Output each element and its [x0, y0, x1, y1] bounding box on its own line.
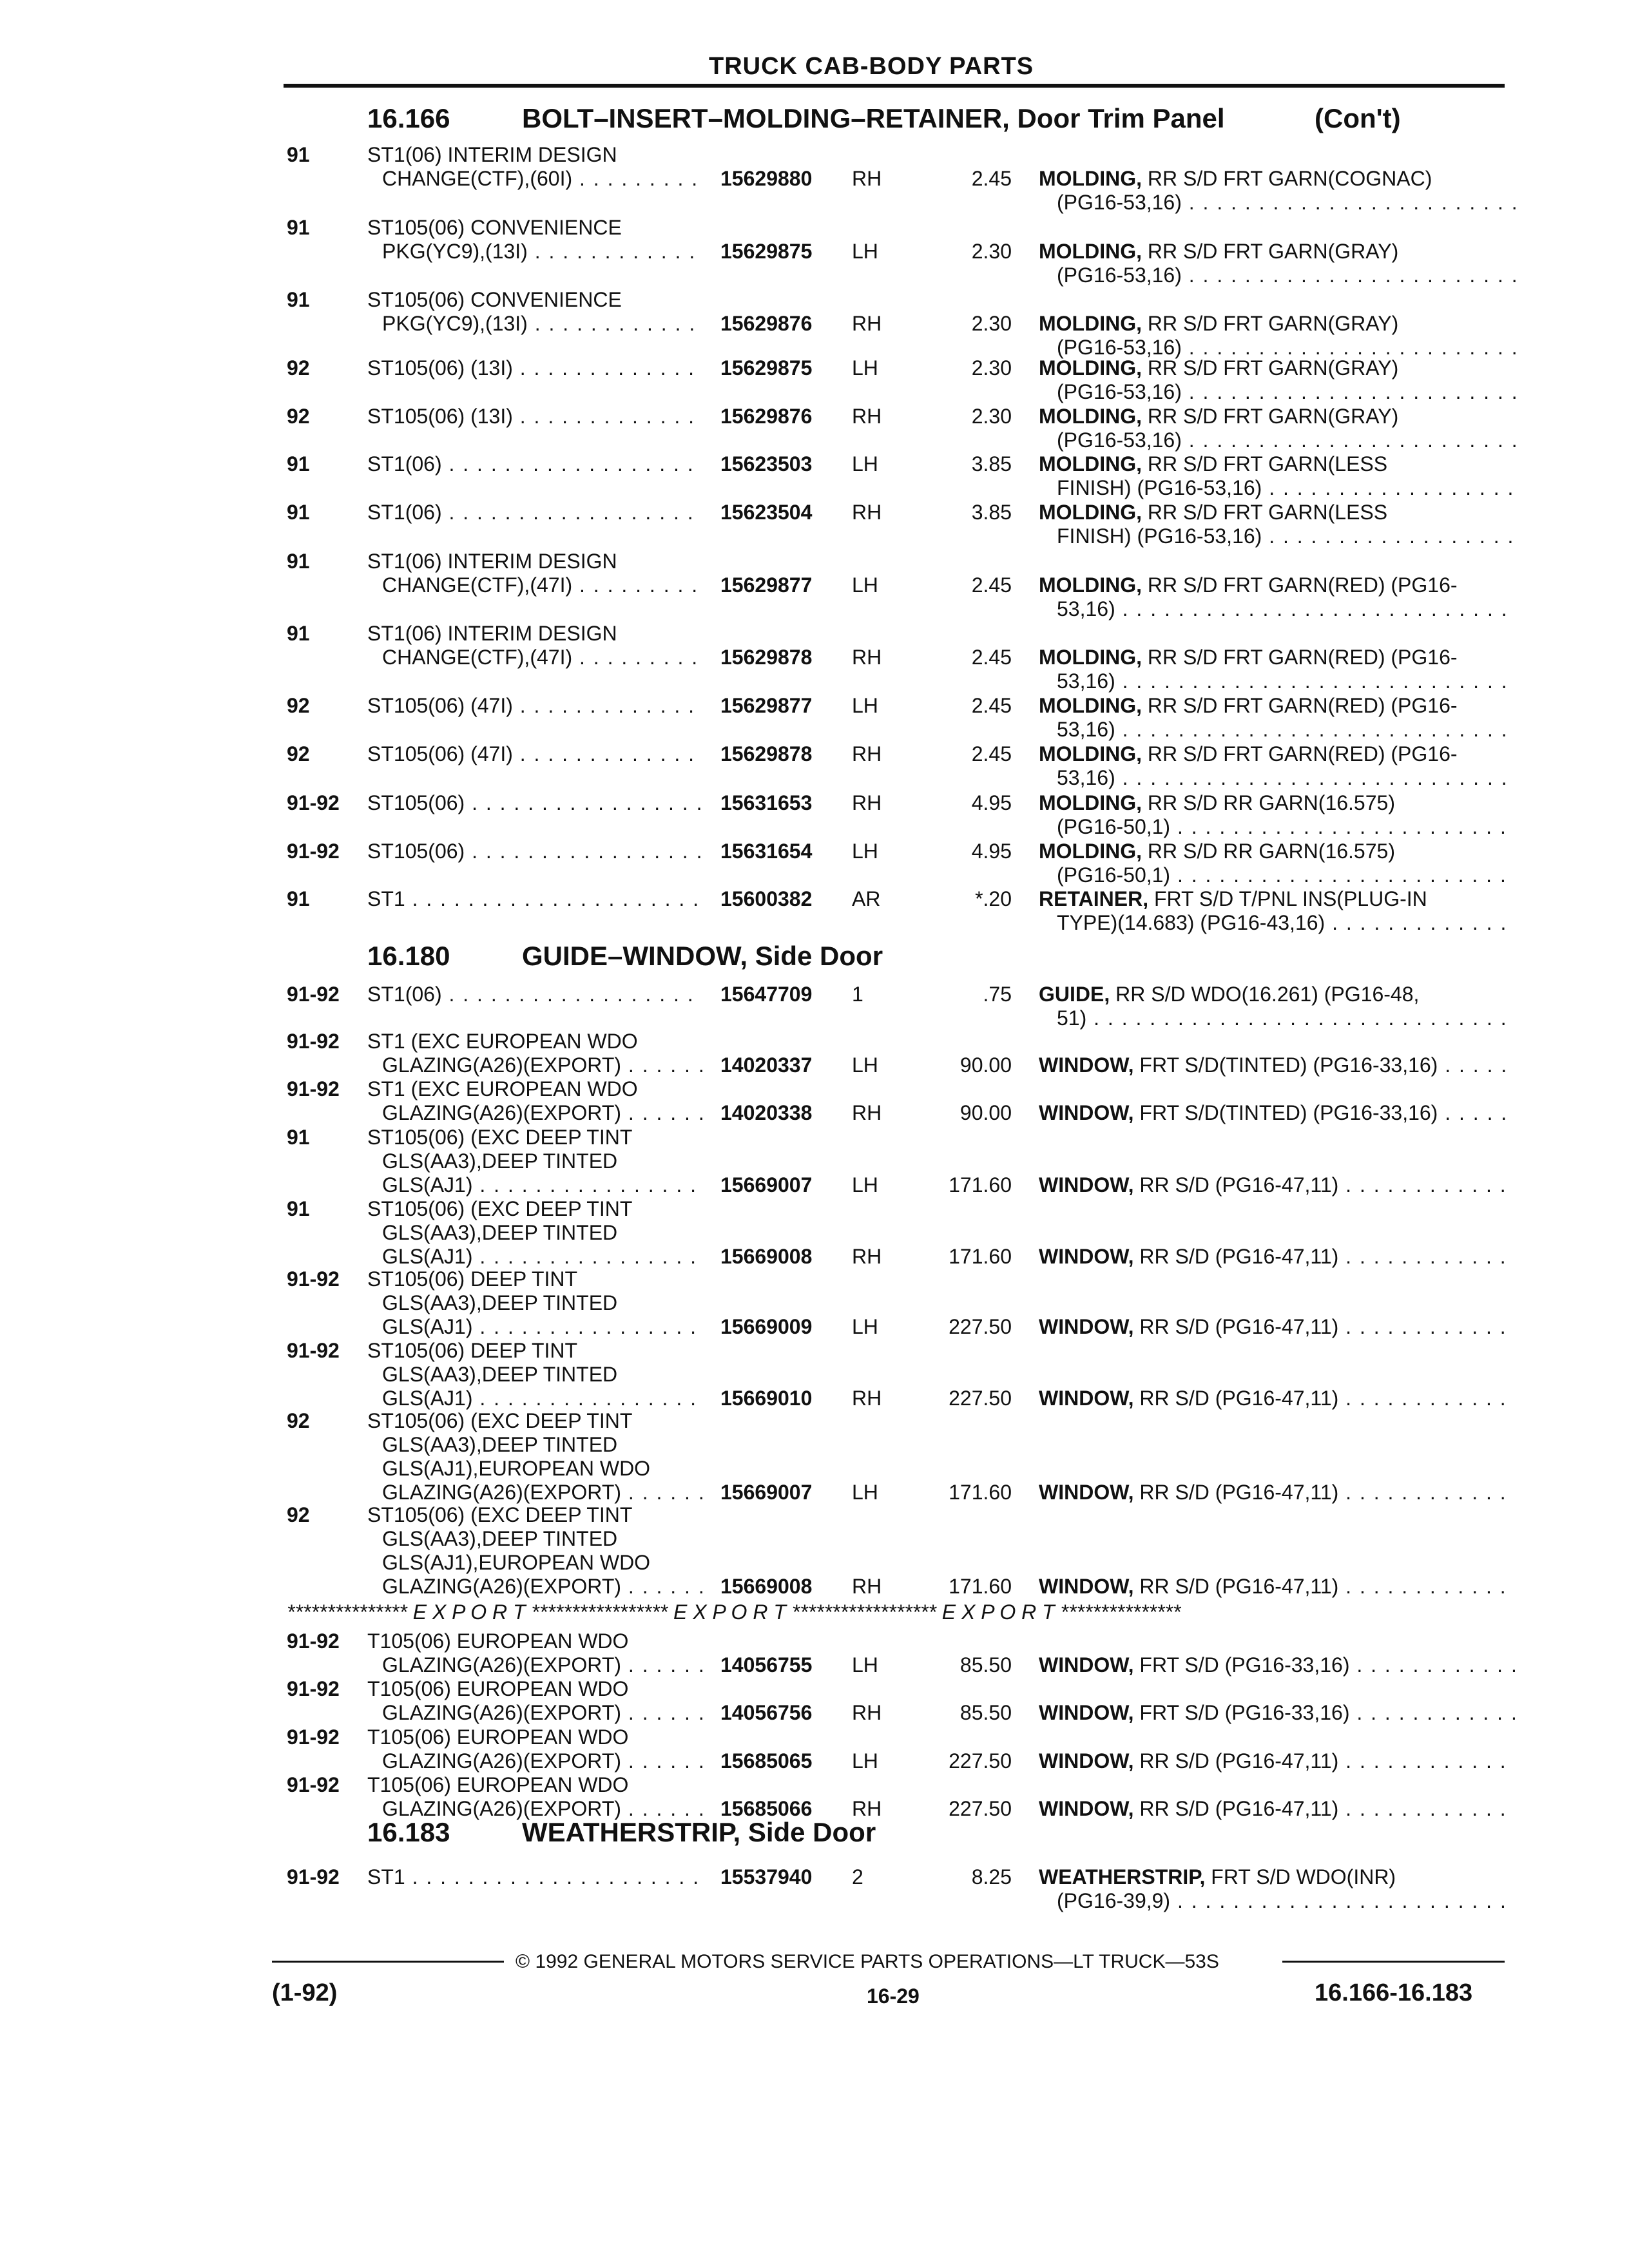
description-text: RR S/D FRT GARN(GRAY)	[1147, 240, 1399, 263]
part-number: 14020337	[720, 1053, 813, 1077]
quantity: RH	[852, 1245, 882, 1268]
usage-text: ST1 (EXC EUROPEAN WDO	[367, 1030, 638, 1053]
footer-rule-left	[272, 1961, 504, 1963]
usage-text: GLS(AJ1) . . .	[382, 1173, 702, 1197]
page-header-title: TRUCK CAB-BODY PARTS	[709, 53, 1034, 80]
part-number: 15629876	[720, 405, 813, 428]
description-text: RR S/D RR GARN(16.575)	[1147, 791, 1395, 814]
section-number: 16.166	[367, 103, 450, 133]
usage-text: GLS(AJ1),EUROPEAN WDO	[382, 1551, 651, 1574]
part-description	[1039, 1701, 1516, 1725]
footer-copyright: © 1992 GENERAL MOTORS SERVICE PARTS OPERATIONS—LT TRUCK—53S	[516, 1951, 1219, 1972]
description-label: MOLDING,	[1039, 791, 1142, 814]
section-subtitle: Side Door	[747, 1817, 876, 1847]
part-number: 15685065	[720, 1749, 813, 1773]
part-description	[1039, 1575, 1516, 1599]
usage-text: GLAZING(A26)(EXPORT) . . .	[382, 1653, 702, 1677]
price: 2.30	[971, 405, 1012, 428]
part-description	[1039, 573, 1516, 621]
model-year: 91-92	[287, 1077, 340, 1100]
description-continuation: (PG16-53,16) . . .	[1057, 191, 1516, 215]
usage-text: ST1 (EXC EUROPEAN WDO	[367, 1077, 638, 1100]
usage-text: GLS(AA3),DEEP TINTED	[382, 1527, 618, 1550]
part-number: 14056755	[720, 1653, 813, 1677]
usage-text: ST105(06) (13I) . . .	[367, 356, 702, 380]
description-text: RR S/D FRT GARN(RED) (PG16-	[1147, 742, 1458, 765]
model-year: 92	[287, 405, 310, 428]
description-text: RR S/D (PG16-47,11)	[1139, 1315, 1339, 1338]
description-text: RR S/D FRT GARN(LESS	[1147, 452, 1388, 476]
usage-text: ST105(06) . . .	[367, 791, 702, 815]
model-year: 91-92	[287, 791, 340, 814]
description-text: FRT S/D (PG16-33,16)	[1139, 1701, 1350, 1724]
description-label: MOLDING,	[1039, 312, 1142, 335]
part-description	[1039, 1053, 1516, 1077]
price: 171.60	[949, 1481, 1012, 1504]
part-number: 15685066	[720, 1797, 813, 1820]
usage-text: GLAZING(A26)(EXPORT) . . .	[382, 1053, 702, 1077]
price: 227.50	[949, 1315, 1012, 1338]
part-number: 14020338	[720, 1101, 813, 1124]
description-label: MOLDING,	[1039, 356, 1142, 380]
model-year: 92	[287, 356, 310, 380]
usage-text: ST1(06) . . .	[367, 501, 702, 524]
part-number: 15669008	[720, 1575, 813, 1598]
quantity: LH	[852, 573, 878, 597]
description-label: GUIDE,	[1039, 983, 1110, 1006]
description-label: MOLDING,	[1039, 840, 1142, 863]
description-text: RR S/D FRT GARN(LESS	[1147, 501, 1388, 524]
description-text: RR S/D (PG16-47,11)	[1139, 1173, 1339, 1196]
description-continuation: FINISH) (PG16-53,16) . . .	[1057, 476, 1516, 500]
section-heading-16-180	[367, 941, 883, 972]
model-year: 91-92	[287, 983, 340, 1006]
part-number: 15629875	[720, 240, 813, 263]
price: *.20	[975, 887, 1012, 910]
part-description	[1039, 1865, 1516, 1913]
description-label: MOLDING,	[1039, 452, 1142, 476]
part-description	[1039, 840, 1516, 887]
description-continuation: (PG16-50,1) . . .	[1057, 863, 1516, 887]
usage-text: CHANGE(CTF),(47I) . . .	[382, 573, 702, 597]
description-text: RR S/D FRT GARN(RED) (PG16-	[1147, 646, 1458, 669]
price: 90.00	[959, 1053, 1012, 1077]
price: 171.60	[949, 1173, 1012, 1196]
price: 85.50	[959, 1653, 1012, 1677]
section-subtitle: Side Door	[755, 941, 883, 971]
description-continuation: (PG16-39,9) . . .	[1057, 1889, 1516, 1913]
part-description	[1039, 1749, 1516, 1773]
part-number: 15631653	[720, 791, 813, 814]
usage-text: ST105(06) DEEP TINT	[367, 1339, 578, 1362]
usage-text: CHANGE(CTF),(60I) . . .	[382, 167, 702, 191]
part-description	[1039, 405, 1516, 452]
usage-text: ST1 . . .	[367, 887, 702, 911]
price: .75	[983, 983, 1012, 1006]
description-text: RR S/D RR GARN(16.575)	[1147, 840, 1395, 863]
part-number: 15623504	[720, 501, 813, 524]
part-number: 15647709	[720, 983, 813, 1006]
part-description	[1039, 1315, 1516, 1339]
model-year: 92	[287, 1409, 310, 1432]
model-year: 91	[287, 143, 310, 166]
price: 2.30	[971, 356, 1012, 380]
part-number: 15629875	[720, 356, 813, 380]
export-banner: *************** E X P O R T ***************** E X P O R T ****************** E X P O R T ***************	[287, 1600, 1181, 1624]
usage-text: ST105(06) (47I) . . .	[367, 742, 702, 766]
quantity: RH	[852, 1387, 882, 1410]
price: 171.60	[949, 1575, 1012, 1598]
section-number: 16.183	[367, 1817, 450, 1847]
usage-text: GLS(AA3),DEEP TINTED	[382, 1291, 618, 1314]
description-label: WEATHERSTRIP,	[1039, 1865, 1206, 1888]
footer-date: (1-92)	[272, 1979, 338, 2006]
description-text: FRT S/D(TINTED) (PG16-33,16)	[1139, 1101, 1438, 1124]
model-year: 91	[287, 501, 310, 524]
description-label: WINDOW,	[1039, 1245, 1134, 1268]
usage-text: ST105(06) (EXC DEEP TINT	[367, 1126, 633, 1149]
price: 2.30	[971, 240, 1012, 263]
description-text: RR S/D WDO(16.261) (PG16-48,	[1115, 983, 1420, 1006]
model-year: 91-92	[287, 1267, 340, 1291]
model-year: 91-92	[287, 1339, 340, 1362]
price: 227.50	[949, 1749, 1012, 1773]
part-number: 15629880	[720, 167, 813, 190]
description-continuation: TYPE)(14.683) (PG16-43,16) . . .	[1057, 911, 1516, 935]
price: 85.50	[959, 1701, 1012, 1724]
model-year: 91	[287, 216, 310, 239]
description-continuation: 53,16) . . .	[1057, 597, 1516, 621]
usage-text: GLS(AJ1),EUROPEAN WDO	[382, 1457, 651, 1480]
usage-text: GLS(AA3),DEEP TINTED	[382, 1433, 618, 1456]
price: 2.45	[971, 646, 1012, 669]
quantity: LH	[852, 240, 878, 263]
part-number: 15669007	[720, 1481, 813, 1504]
description-label: MOLDING,	[1039, 501, 1142, 524]
quantity: RH	[852, 1701, 882, 1724]
model-year: 91	[287, 1197, 310, 1220]
model-year: 91	[287, 288, 310, 311]
section-heading-16-183	[367, 1817, 876, 1848]
description-text: FRT S/D WDO(INR)	[1211, 1865, 1396, 1888]
part-description	[1039, 1653, 1516, 1677]
model-year: 92	[287, 742, 310, 765]
quantity: LH	[852, 452, 878, 476]
description-label: WINDOW,	[1039, 1797, 1134, 1820]
description-text: FRT S/D(TINTED) (PG16-33,16)	[1139, 1053, 1438, 1077]
price: 2.45	[971, 742, 1012, 765]
usage-text: GLS(AA3),DEEP TINTED	[382, 1221, 618, 1244]
description-label: MOLDING,	[1039, 405, 1142, 428]
description-text: RR S/D (PG16-47,11)	[1139, 1797, 1339, 1820]
description-continuation: FINISH) (PG16-53,16) . . .	[1057, 524, 1516, 548]
description-text: RR S/D FRT GARN(GRAY)	[1147, 405, 1399, 428]
part-number: 15669010	[720, 1387, 813, 1410]
quantity: RH	[852, 312, 882, 335]
part-number: 14056756	[720, 1701, 813, 1724]
description-label: MOLDING,	[1039, 573, 1142, 597]
part-number: 15629878	[720, 646, 813, 669]
model-year: 91	[287, 452, 310, 476]
quantity: LH	[852, 1315, 878, 1338]
quantity: LH	[852, 694, 878, 717]
quantity: 2	[852, 1865, 863, 1888]
section-heading-16-166	[367, 103, 1401, 134]
usage-text: GLS(AJ1) . . .	[382, 1315, 702, 1339]
part-number: 15631654	[720, 840, 813, 863]
usage-text: ST1(06) INTERIM DESIGN	[367, 143, 617, 166]
model-year: 91	[287, 550, 310, 573]
description-label: WINDOW,	[1039, 1481, 1134, 1504]
quantity: AR	[852, 887, 881, 910]
quantity: LH	[852, 1749, 878, 1773]
description-text: RR S/D FRT GARN(GRAY)	[1147, 356, 1399, 380]
header-rule	[284, 84, 1505, 88]
quantity: RH	[852, 1575, 882, 1598]
quantity: LH	[852, 1053, 878, 1077]
part-description	[1039, 742, 1516, 790]
price: 2.45	[971, 694, 1012, 717]
part-number: 15629877	[720, 694, 813, 717]
price: 90.00	[959, 1101, 1012, 1124]
quantity: 1	[852, 983, 863, 1006]
model-year: 91-92	[287, 1629, 340, 1653]
usage-text: GLAZING(A26)(EXPORT) . . .	[382, 1575, 702, 1599]
part-description	[1039, 1797, 1516, 1821]
description-text: RR S/D FRT GARN(COGNAC)	[1147, 167, 1432, 190]
model-year: 91-92	[287, 1773, 340, 1796]
quantity: LH	[852, 1173, 878, 1196]
description-label: MOLDING,	[1039, 742, 1142, 765]
description-label: WINDOW,	[1039, 1101, 1134, 1124]
description-label: RETAINER,	[1039, 887, 1149, 910]
price: 2.45	[971, 573, 1012, 597]
usage-text: ST105(06) (13I) . . .	[367, 405, 702, 428]
description-label: MOLDING,	[1039, 694, 1142, 717]
usage-text: ST105(06) CONVENIENCE	[367, 216, 622, 239]
quantity: LH	[852, 1481, 878, 1504]
model-year: 91-92	[287, 840, 340, 863]
price: 4.95	[971, 791, 1012, 814]
usage-text: T105(06) EUROPEAN WDO	[367, 1773, 629, 1796]
description-label: MOLDING,	[1039, 646, 1142, 669]
part-description	[1039, 501, 1516, 548]
usage-text: ST105(06) (EXC DEEP TINT	[367, 1409, 633, 1432]
usage-text: GLS(AJ1) . . .	[382, 1245, 702, 1269]
description-text: FRT S/D T/PNL INS(PLUG-IN	[1153, 887, 1427, 910]
part-number: 15600382	[720, 887, 813, 910]
part-description	[1039, 1387, 1516, 1410]
model-year: 91	[287, 1126, 310, 1149]
usage-text: ST105(06) (EXC DEEP TINT	[367, 1503, 633, 1526]
price: 227.50	[949, 1797, 1012, 1820]
quantity: RH	[852, 646, 882, 669]
usage-text: ST1(06) INTERIM DESIGN	[367, 550, 617, 573]
footer-page-number: 16-29	[867, 1984, 920, 2008]
usage-text: GLS(AA3),DEEP TINTED	[382, 1149, 618, 1173]
model-year: 91-92	[287, 1725, 340, 1749]
usage-text: ST105(06) (EXC DEEP TINT	[367, 1197, 633, 1220]
usage-text: ST105(06) (47I) . . .	[367, 694, 702, 718]
description-continuation: (PG16-53,16) . . .	[1057, 380, 1516, 404]
description-label: WINDOW,	[1039, 1701, 1134, 1724]
description-label: WINDOW,	[1039, 1387, 1134, 1410]
part-description	[1039, 452, 1516, 500]
section-number: 16.180	[367, 941, 450, 971]
description-continuation: (PG16-50,1) . . .	[1057, 815, 1516, 839]
price: 4.95	[971, 840, 1012, 863]
description-text: RR S/D (PG16-47,11)	[1139, 1749, 1339, 1773]
continued-label: (Con't)	[1315, 103, 1401, 133]
description-text: RR S/D FRT GARN(GRAY)	[1147, 312, 1399, 335]
description-continuation: (PG16-53,16) . . .	[1057, 264, 1516, 287]
quantity: RH	[852, 405, 882, 428]
model-year: 91	[287, 887, 310, 910]
description-continuation: 51) . . .	[1057, 1006, 1516, 1030]
part-number: 15669007	[720, 1173, 813, 1196]
part-description	[1039, 1245, 1516, 1269]
usage-text: ST1(06) INTERIM DESIGN	[367, 622, 617, 645]
usage-text: GLS(AA3),DEEP TINTED	[382, 1363, 618, 1386]
model-year: 92	[287, 1503, 310, 1526]
description-label: WINDOW,	[1039, 1053, 1134, 1077]
usage-text: GLAZING(A26)(EXPORT) . . .	[382, 1101, 702, 1125]
part-description	[1039, 356, 1516, 404]
description-label: WINDOW,	[1039, 1173, 1134, 1196]
section-title: WEATHERSTRIP,	[522, 1817, 741, 1847]
part-description	[1039, 1101, 1516, 1125]
part-description	[1039, 694, 1516, 742]
description-label: MOLDING,	[1039, 240, 1142, 263]
usage-text: PKG(YC9),(13I) . . .	[382, 240, 702, 264]
usage-text: ST105(06) . . .	[367, 840, 702, 863]
model-year: 91-92	[287, 1865, 340, 1888]
footer-section-range: 16.166-16.183	[1315, 1979, 1473, 2006]
description-continuation: 53,16) . . .	[1057, 669, 1516, 693]
description-text: RR S/D (PG16-47,11)	[1139, 1245, 1339, 1268]
part-description	[1039, 791, 1516, 839]
part-number: 15537940	[720, 1865, 813, 1888]
quantity: RH	[852, 791, 882, 814]
price: 3.85	[971, 452, 1012, 476]
section-title: GUIDE–WINDOW,	[522, 941, 748, 971]
description-label: WINDOW,	[1039, 1653, 1134, 1677]
usage-text: PKG(YC9),(13I) . . .	[382, 312, 702, 336]
usage-text: GLAZING(A26)(EXPORT) . . .	[382, 1701, 702, 1725]
price: 227.50	[949, 1387, 1012, 1410]
description-text: RR S/D FRT GARN(RED) (PG16-	[1147, 694, 1458, 717]
model-year: 91-92	[287, 1677, 340, 1700]
description-text: RR S/D FRT GARN(RED) (PG16-	[1147, 573, 1458, 597]
description-label: WINDOW,	[1039, 1749, 1134, 1773]
description-continuation: (PG16-53,16) . . .	[1057, 336, 1516, 360]
description-continuation: (PG16-53,16) . . .	[1057, 428, 1516, 452]
quantity: LH	[852, 840, 878, 863]
description-continuation: 53,16) . . .	[1057, 766, 1516, 790]
part-number: 15629876	[720, 312, 813, 335]
description-text: FRT S/D (PG16-33,16)	[1139, 1653, 1350, 1677]
usage-text: GLAZING(A26)(EXPORT) . . .	[382, 1797, 702, 1821]
section-title: BOLT–INSERT–MOLDING–RETAINER,	[522, 103, 1010, 133]
usage-text: T105(06) EUROPEAN WDO	[367, 1725, 629, 1749]
part-description	[1039, 646, 1516, 693]
model-year: 92	[287, 694, 310, 717]
description-label: WINDOW,	[1039, 1315, 1134, 1338]
part-description	[1039, 983, 1516, 1030]
part-description	[1039, 167, 1516, 215]
usage-text: ST105(06) CONVENIENCE	[367, 288, 622, 311]
usage-text: ST1 . . .	[367, 1865, 702, 1889]
part-description	[1039, 1173, 1516, 1197]
quantity: LH	[852, 1653, 878, 1677]
usage-text: GLAZING(A26)(EXPORT) . . .	[382, 1749, 702, 1773]
part-number: 15629877	[720, 573, 813, 597]
part-description	[1039, 312, 1516, 360]
quantity: RH	[852, 1101, 882, 1124]
description-text: RR S/D (PG16-47,11)	[1139, 1575, 1339, 1598]
usage-text: ST105(06) DEEP TINT	[367, 1267, 578, 1291]
part-description	[1039, 887, 1516, 935]
quantity: RH	[852, 501, 882, 524]
price: 2.45	[971, 167, 1012, 190]
price: 2.30	[971, 312, 1012, 335]
part-number: 15623503	[720, 452, 813, 476]
description-continuation: 53,16) . . .	[1057, 718, 1516, 742]
usage-text: T105(06) EUROPEAN WDO	[367, 1629, 629, 1653]
usage-text: GLS(AJ1) . . .	[382, 1387, 702, 1410]
price: 171.60	[949, 1245, 1012, 1268]
quantity: RH	[852, 167, 882, 190]
model-year: 91	[287, 622, 310, 645]
usage-text: CHANGE(CTF),(47I) . . .	[382, 646, 702, 669]
usage-text: T105(06) EUROPEAN WDO	[367, 1677, 629, 1700]
description-label: WINDOW,	[1039, 1575, 1134, 1598]
price: 8.25	[971, 1865, 1012, 1888]
section-subtitle: Door Trim Panel	[1017, 103, 1225, 133]
usage-text: GLAZING(A26)(EXPORT) . . .	[382, 1481, 702, 1504]
part-number: 15669009	[720, 1315, 813, 1338]
part-number: 15669008	[720, 1245, 813, 1268]
part-number: 15629878	[720, 742, 813, 765]
quantity: LH	[852, 356, 878, 380]
usage-text: ST1(06) . . .	[367, 983, 702, 1006]
description-text: RR S/D (PG16-47,11)	[1139, 1387, 1339, 1410]
quantity: RH	[852, 742, 882, 765]
description-text: RR S/D (PG16-47,11)	[1139, 1481, 1339, 1504]
description-label: MOLDING,	[1039, 167, 1142, 190]
price: 3.85	[971, 501, 1012, 524]
footer-rule-right	[1282, 1961, 1505, 1963]
part-description	[1039, 240, 1516, 287]
model-year: 91-92	[287, 1030, 340, 1053]
usage-text: ST1(06) . . .	[367, 452, 702, 476]
part-description	[1039, 1481, 1516, 1504]
quantity: RH	[852, 1797, 882, 1820]
